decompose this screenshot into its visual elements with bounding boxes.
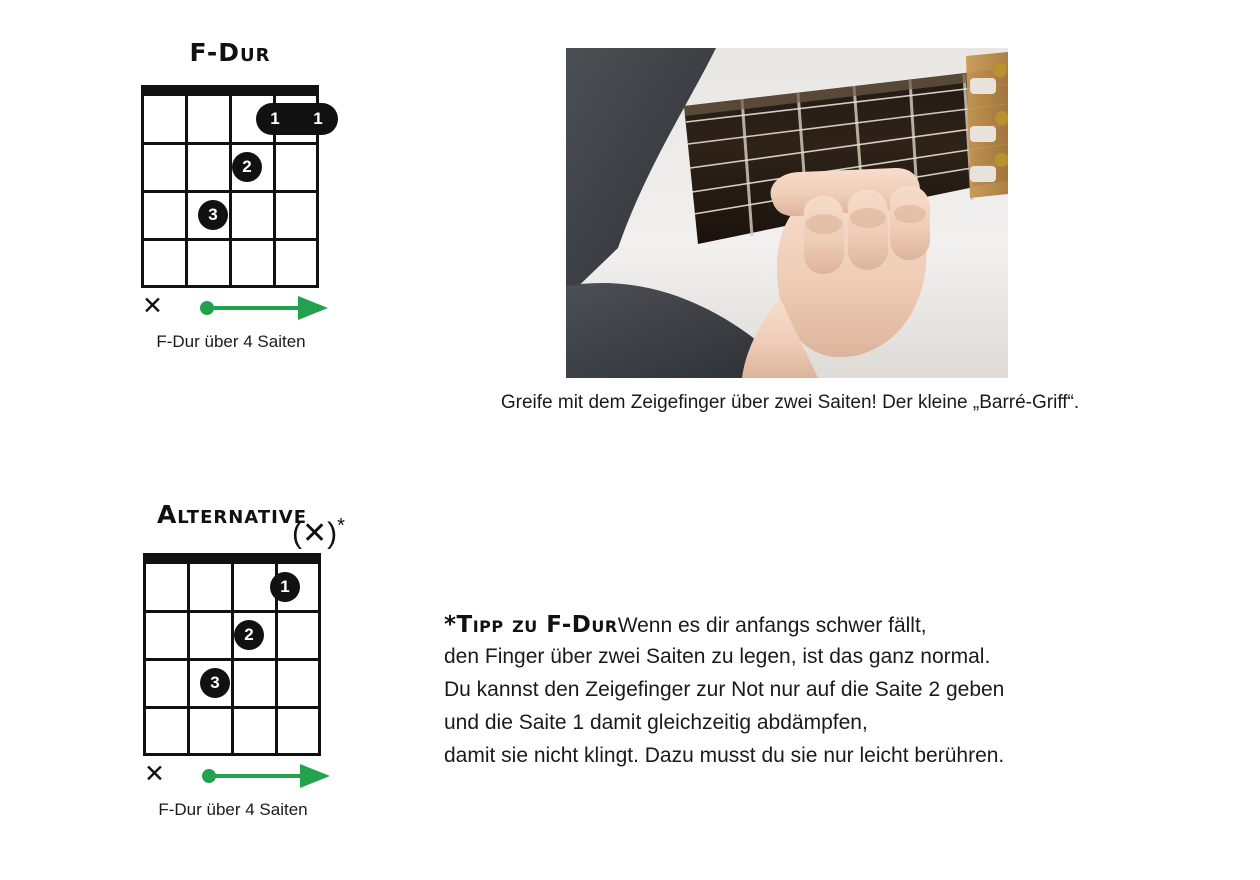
- nut-alternative: [143, 553, 321, 564]
- fret-line: [146, 706, 318, 709]
- tip-line: und die Saite 1 damit gleichzeitig abdämpfen,: [444, 710, 868, 734]
- finger-dot-3: 3: [200, 668, 230, 698]
- tip-line: damit sie nicht klingt. Dazu musst du sie nur leicht berühren.: [444, 743, 1005, 767]
- tip-line: den Finger über zwei Saiten zu legen, ist das ganz normal.: [444, 645, 991, 668]
- finger-dot-2: 2: [234, 620, 264, 650]
- fret-line: [144, 190, 316, 193]
- diagram-caption-alternative: F-Dur über 4 Saiten: [158, 800, 308, 819]
- barre-label-outer: 1: [313, 109, 323, 128]
- tip-heading: *Tipp zu F-Dur: [444, 612, 618, 638]
- fretboard-grid-alternative: [143, 564, 321, 756]
- muted-string-marker: [292, 515, 345, 551]
- barre-label-inner: 1: [270, 109, 280, 128]
- strum-row-alternative: [142, 760, 342, 794]
- tip-section: [444, 612, 1144, 770]
- finger-dot-3: 3: [198, 200, 228, 230]
- strum-arrow-head-icon: [298, 296, 328, 320]
- muted-string-paren: (✕): [292, 517, 338, 550]
- strum-row-main: [140, 292, 340, 326]
- fretboard-grid-main: [141, 96, 323, 288]
- guitar-hand-photo: [566, 48, 1008, 378]
- finger-dot-2: 2: [232, 152, 262, 182]
- chord-title-alternative: Alternative: [156, 500, 308, 529]
- fret-line: [144, 142, 316, 145]
- fret-line: [144, 238, 316, 241]
- mute-x-icon: ✕: [142, 292, 163, 320]
- chord-diagram-f-major: [140, 38, 323, 352]
- mute-x-icon: ✕: [144, 760, 165, 788]
- photo-caption: Greife mit dem Zeigefinger über zwei Saiten! Der kleine „Barré-Griff“.: [500, 392, 1080, 413]
- chord-diagram-alternative: [142, 500, 345, 820]
- tip-first-line: Wenn es dir anfangs schwer fällt,: [617, 614, 927, 637]
- muted-string-footnote: *: [337, 515, 345, 537]
- diagram-grid-alternative: [142, 515, 345, 820]
- tip-line: Du kannst den Zeigefinger zur Not nur auf die Saite 2 geben: [444, 677, 1005, 701]
- diagram-caption-main: F-Dur über 4 Saiten: [156, 332, 306, 351]
- tip-first-row: [444, 612, 1144, 638]
- finger-dot-1: 1: [270, 572, 300, 602]
- diagram-grid-main: [140, 85, 323, 352]
- nut-main: [141, 85, 319, 96]
- fret-line: [146, 658, 318, 661]
- strum-arrow-line-icon: [208, 774, 304, 778]
- strum-arrow-line-icon: [206, 306, 302, 310]
- fret-line: [146, 610, 318, 613]
- strum-arrow-head-icon: [300, 764, 330, 788]
- chord-title-main: F-Dur: [189, 38, 271, 67]
